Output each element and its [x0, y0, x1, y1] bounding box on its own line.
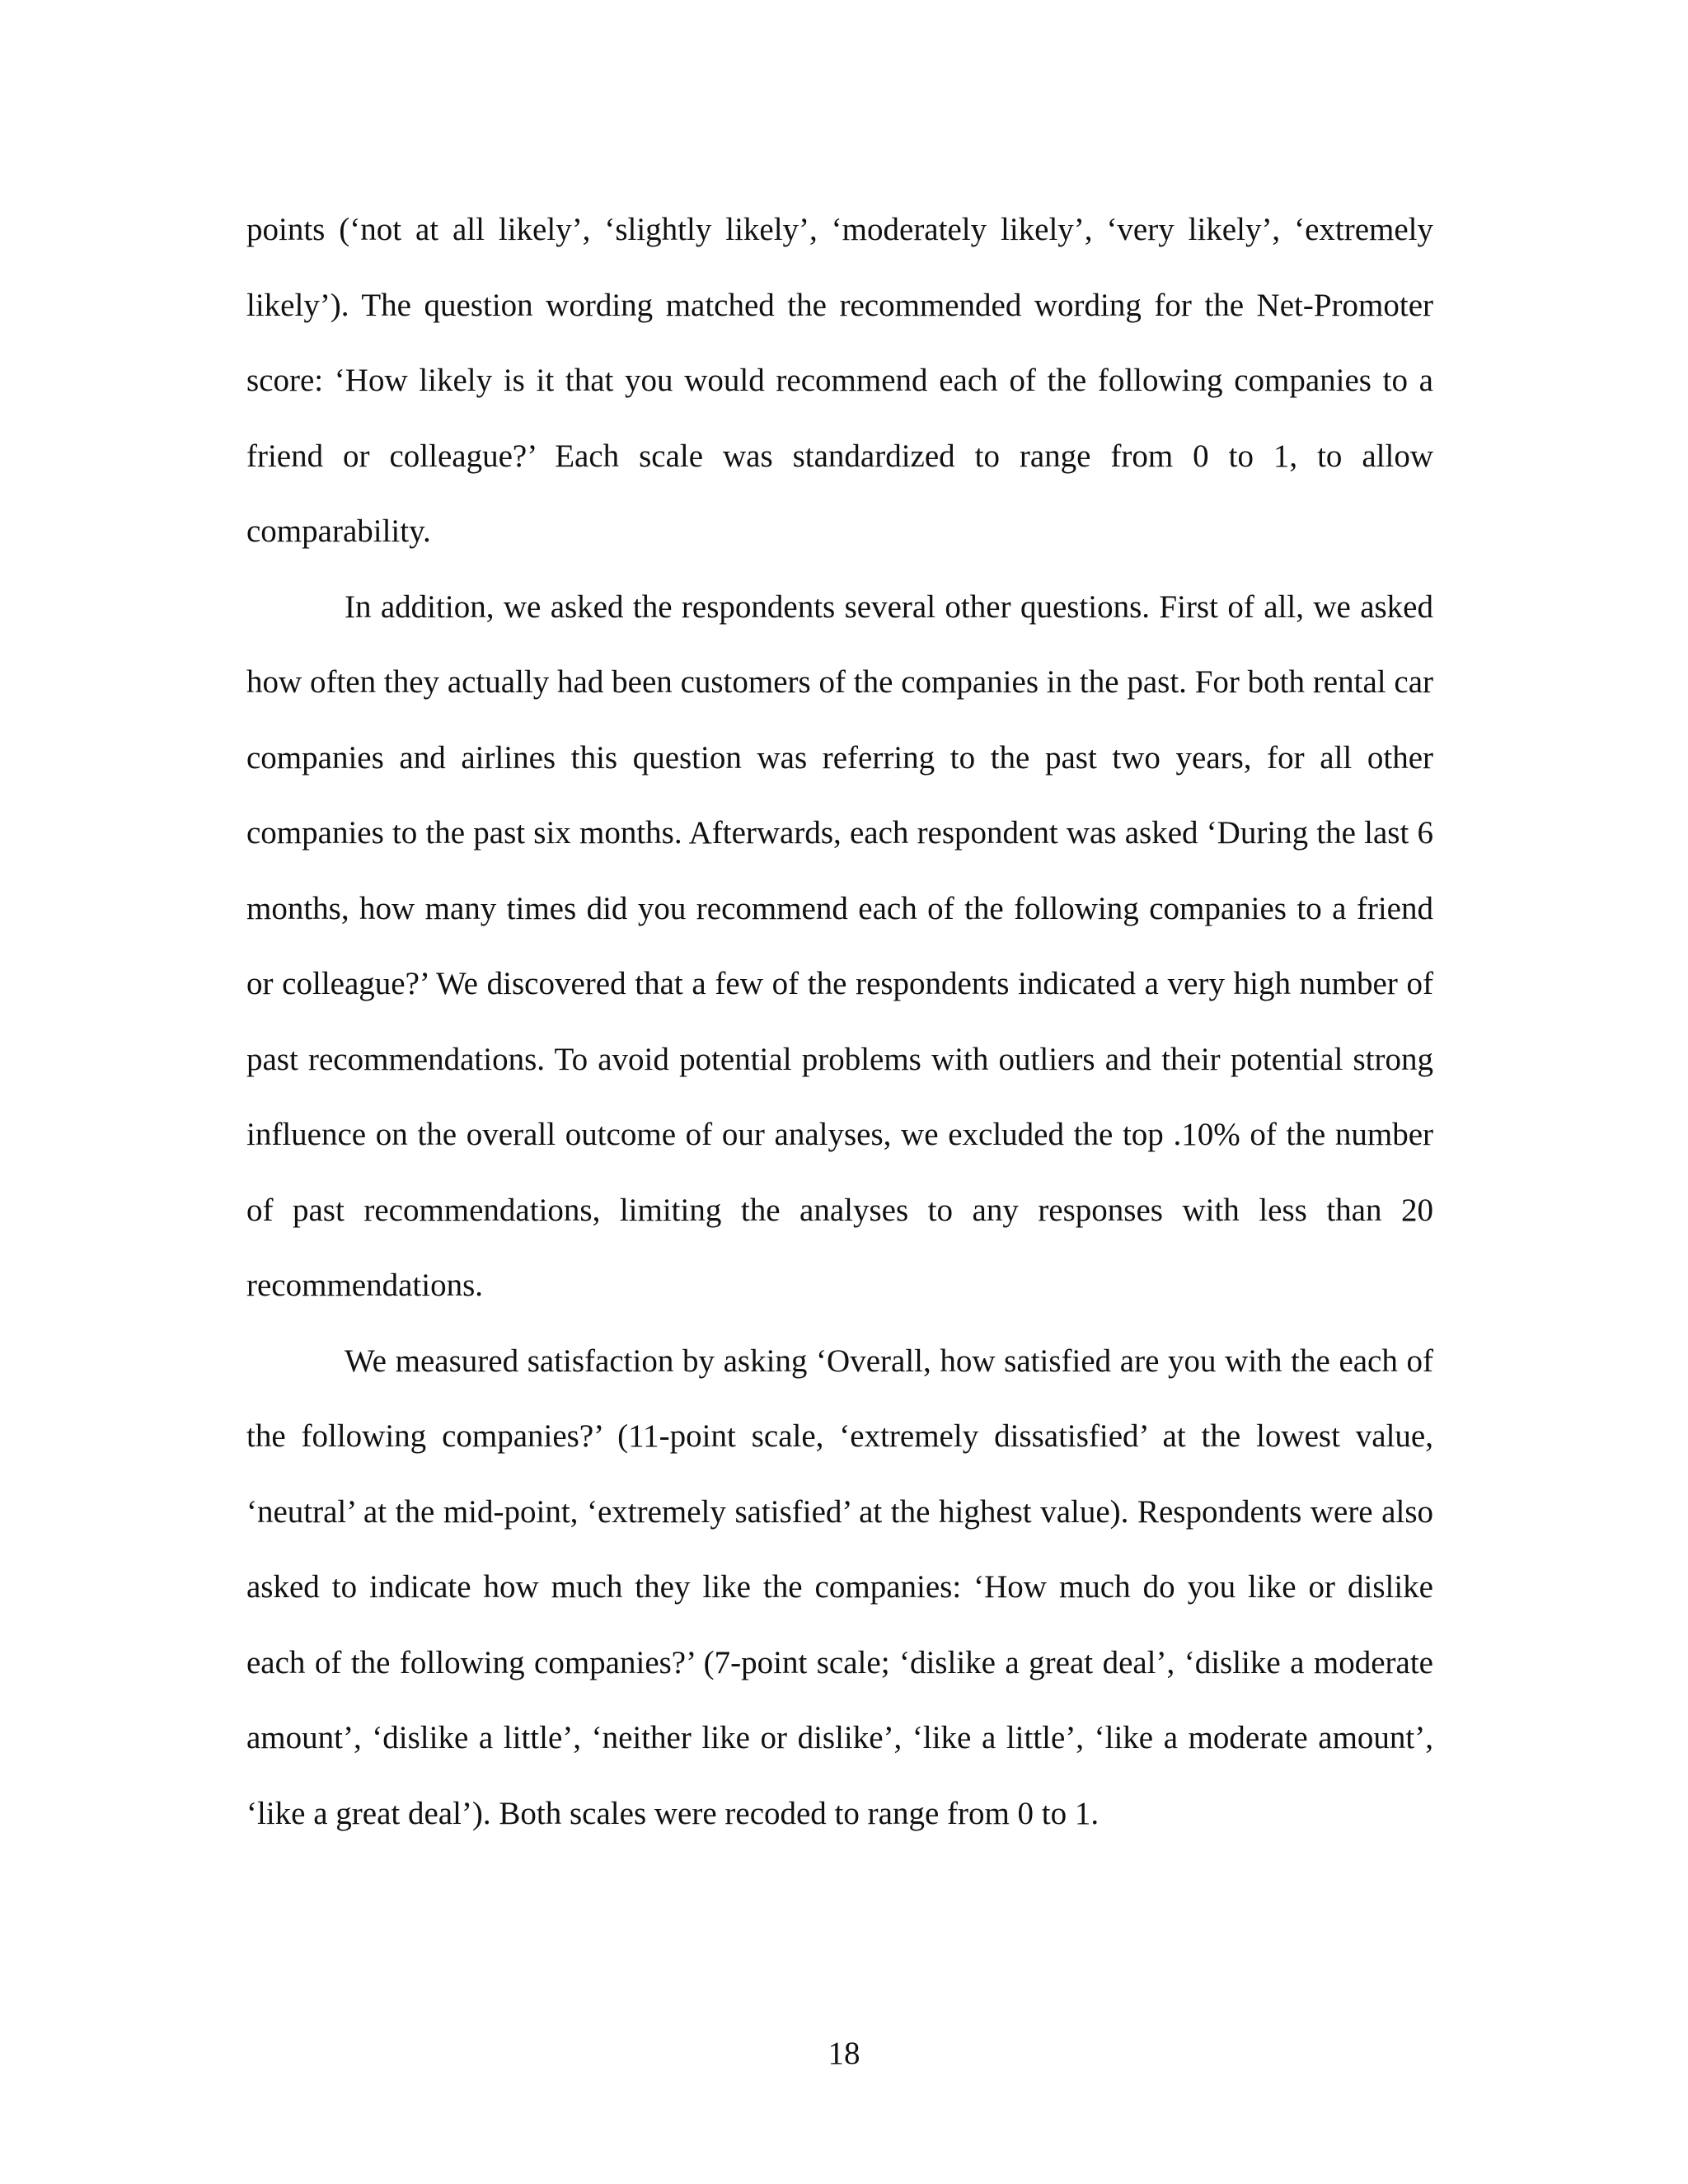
- paragraph-additional-questions: In addition, we asked the respondents several other questions. First of all, we asked how often they actually had been customers of the companies in the past. For both rental car companies and airlines this question was referring to the past two years, for all other companies to the past six months. Afterwards, each respondent was asked ‘During the last 6 months, how many times did you recommend each of the following companies to a friend or colleague?’ We discovered that a few of the respondents indicated a very high number of past recommendations. To avoid potential problems with outliers and their potential strong influence on the overall outcome of our analyses, we excluded the top .10% of the number of past recommendations, limiting the analyses to any responses with less than 20 recommendations.: [246, 588, 1433, 1303]
- body-text: [246, 192, 1433, 1851]
- paragraph-satisfaction-measure: We measured satisfaction by asking ‘Overall, how satisfied are you with the each of the following companies?’ (11-point scale, ‘extremely dissatisfied’ at the lowest value, ‘neutral’ at the mid-point, ‘extremely satisfied’ at the highest value). Respondents were also asked to indicate how much they like the companies: ‘How much do you like or dislike each of the following companies?’ (7-point scale; ‘dislike a great deal’, ‘dislike a moderate amount’, ‘dislike a little’, ‘neither like or dislike’, ‘like a little’, ‘like a moderate amount’, ‘like a great deal’). Both scales were recoded to range from 0 to 1.: [246, 1343, 1433, 1831]
- paragraph-scale-description: points (‘not at all likely’, ‘slightly likely’, ‘moderately likely’, ‘very likely’, ‘extremely likely’). The question wording matched the recommended wording for the Net-Promoter score: ‘How likely is it that you would recommend each of the following companies to a friend or colleague?’ Each scale was standardized to range from 0 to 1, to allow comparability.: [246, 212, 1433, 549]
- page-number: 18: [828, 2036, 860, 2071]
